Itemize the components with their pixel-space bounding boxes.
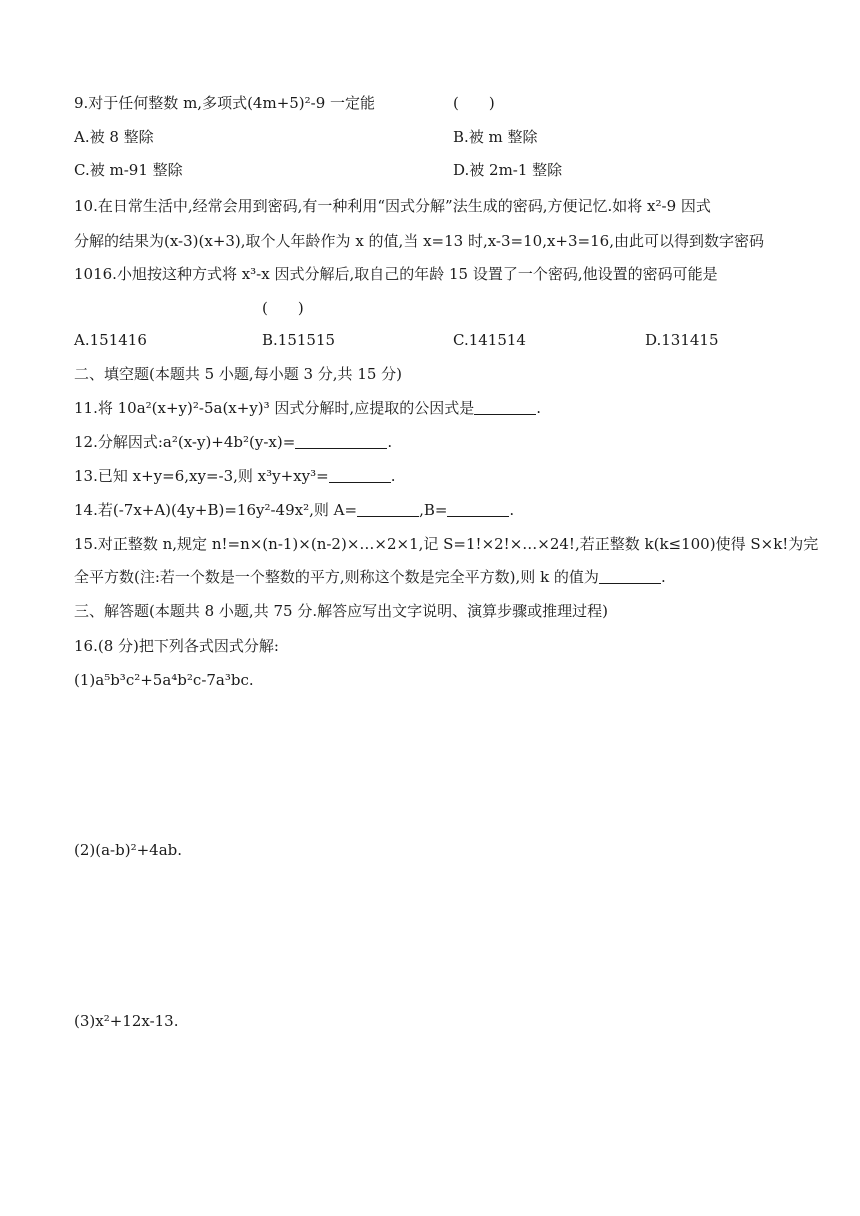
q10-line-3: 1016.小旭按这种方式将 x³-x 因式分解后,取自己的年龄 15 设置了一个密码,他设置的密码可能是: [74, 265, 718, 283]
q11-end: .: [536, 399, 541, 417]
q10-option-d: D.131415: [645, 331, 719, 349]
section-2-heading: 二、填空题(本题共 5 小题,每小题 3 分,共 15 分): [74, 365, 403, 383]
q9-option-b: B.被 m 整除: [453, 128, 538, 146]
q14-answer-blank-b[interactable]: [447, 501, 509, 517]
q9-answer-paren: ( ): [453, 94, 495, 112]
q12: [74, 432, 392, 452]
q9-stem: 9.对于任何整数 m,多项式(4m+5)²-9 一定能: [74, 94, 376, 112]
q12-text: 12.分解因式:a²(x-y)+4b²(y-x)=: [74, 433, 296, 451]
q11-text: 11.将 10a²(x+y)²-5a(x+y)³ 因式分解时,应提取的公因式是: [74, 399, 475, 417]
q13-end: .: [390, 467, 396, 485]
q15-end: .: [660, 568, 666, 586]
q15-line-1: 15.对正整数 n,规定 n!=n×(n-1)×(n-2)×…×2×1,记 S=1!×2!×…×24!,若正整数 k(k≤100)使得 S×k!为完: [74, 535, 819, 553]
q15-answer-blank[interactable]: [599, 568, 661, 584]
q15-line-2: [74, 567, 666, 587]
q9-option-a: A.被 8 整除: [74, 128, 154, 146]
q14-mid: ,B=: [419, 501, 448, 519]
q13-answer-blank[interactable]: [329, 467, 391, 483]
q16-part-3: (3)x²+12x-13.: [74, 1012, 179, 1030]
q12-end: .: [387, 433, 393, 451]
q16-part-2: (2)(a-b)²+4ab.: [74, 841, 183, 859]
q10-line-2: 分解的结果为(x-3)(x+3),取个人年龄作为 x 的值,当 x=13 时,x-3=10,x+3=16,由此可以得到数字密码: [74, 232, 764, 250]
q10-answer-paren: ( ): [262, 299, 304, 317]
q10-option-a: A.151416: [74, 331, 147, 349]
q11-answer-blank[interactable]: [474, 399, 536, 415]
q13: [74, 466, 395, 486]
q11: [74, 398, 541, 418]
q12-answer-blank[interactable]: [295, 433, 387, 449]
q16-stem: 16.(8 分)把下列各式因式分解:: [74, 637, 279, 655]
q10-line-1: 10.在日常生活中,经常会用到密码,有一种利用“因式分解”法生成的密码,方便记忆.如将 x²-9 因式: [74, 197, 711, 215]
q9-option-d: D.被 2m-1 整除: [453, 161, 563, 179]
q10-option-c: C.141514: [453, 331, 526, 349]
q14-text: 14.若(-7x+A)(4y+B)=16y²-49x²,则 A=: [74, 501, 358, 519]
q9-option-c: C.被 m-91 整除: [74, 161, 183, 179]
q10-option-b: B.151515: [262, 331, 336, 349]
q15-line-2-text: 全平方数(注:若一个数是一个整数的平方,则称这个数是完全平方数),则 k 的值为: [74, 568, 599, 586]
section-3-heading: 三、解答题(本题共 8 小题,共 75 分.解答应写出文字说明、演算步骤或推理过程): [74, 602, 608, 620]
q16-part-1: (1)a⁵b³c²+5a⁴b²c-7a³bc.: [74, 671, 254, 689]
q14-answer-blank-a[interactable]: [357, 501, 419, 517]
q14: [74, 500, 514, 520]
q13-text: 13.已知 x+y=6,xy=-3,则 x³y+xy³=: [74, 467, 329, 485]
q14-end: .: [509, 501, 515, 519]
